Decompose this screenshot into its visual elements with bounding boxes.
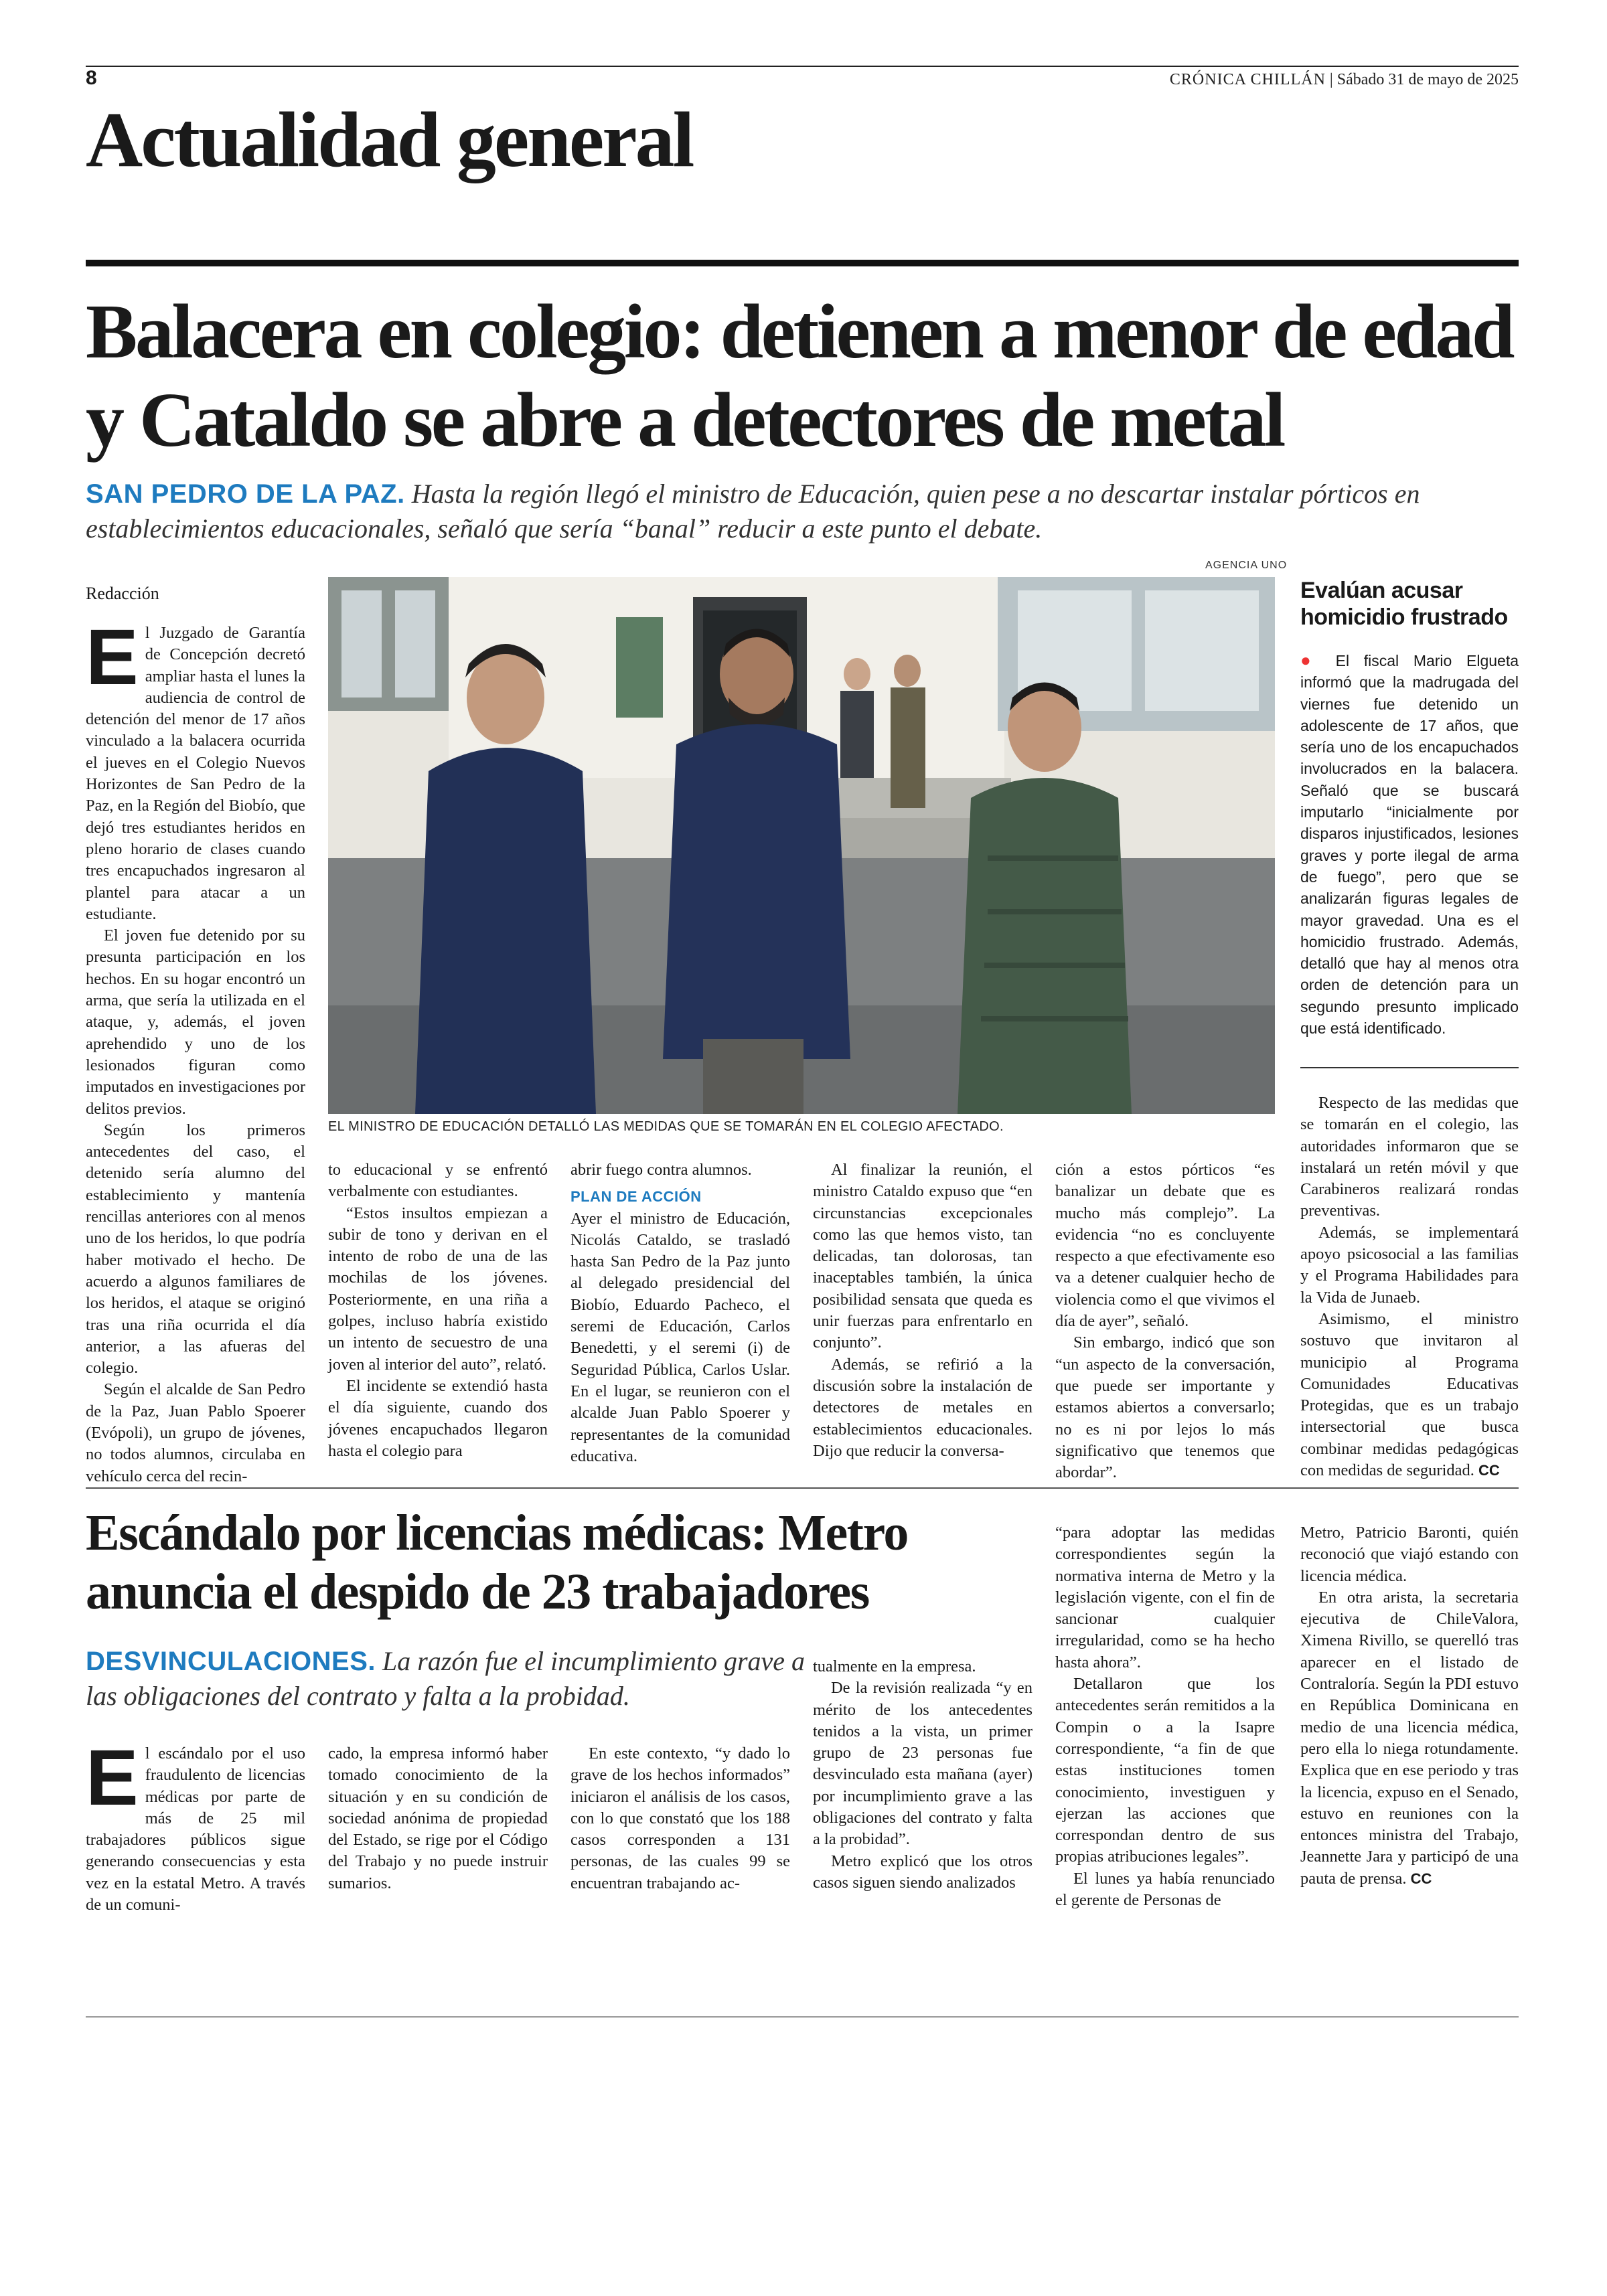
- article1-headline: Balacera en colegio: detienen a menor de edad y Cataldo se abre a detectores de metal: [86, 289, 1513, 463]
- photo-credit: AGENCIA UNO: [1205, 560, 1288, 571]
- article2-paragraph: Detallaron que los antecedentes serán remitidos a la Compin o a la Isapre correspondiente, “a fin de que estas instituciones tomen conocimiento, investiguen y ejerzan las acciones que correspondan dentro de sus propias atribuciones legales”.: [1055, 1675, 1275, 1866]
- end-mark-icon: CC: [1410, 1870, 1432, 1887]
- dropcap: E: [86, 613, 139, 702]
- article2-paragraph: En este contexto, “y dado lo grave de los hechos informados” iniciaron el análisis de los casos, con lo que constató que los 188 casos corresponden a 131 personas, de las cuales 99 se encuentran trabajando ac-: [570, 1744, 790, 1892]
- article2-paragraph: “para adoptar las medidas correspondientes según la normativa interna de Metro y la legislación vigente, con el fin de sancionar cualquier irregularidad, como se ha hecho hasta ahora”.: [1055, 1524, 1275, 1671]
- sidebar-title: Evalúan acusar homicidio frustrado: [1300, 578, 1508, 630]
- article-divider: [86, 1487, 1519, 1489]
- article1-paragraph: Sin embargo, indicó que son “un aspecto de la conversación, que puede ser importante y estamos abiertos a conversarlo; no es ni por lejos lo más significativo que tenemos que abordar”.: [1055, 1333, 1275, 1482]
- section-rule: [86, 260, 1519, 266]
- article1-column-1: [86, 613, 305, 1487]
- article1-paragraph: to educacional y se enfrentó verbalmente con estudiantes.: [328, 1161, 548, 1201]
- page-number: 8: [86, 67, 97, 89]
- sidebar-text: El fiscal Mario Elgueta informó que la madrugada del viernes fue detenido un adolescente de 17 años, que sería uno de los encapuchados involucrados en la balacera. Señaló que se buscará imputarlo “inicialmente por disparos injustificados, lesiones graves y porte ilegal de arma de fuego”, pero que se analizarán figuras legales de mayor gravedad. Una es el homicidio frustrado. Además, detalló que hay al menos otra orden de detención para un segundo presunto implicado que está identificado.: [1300, 652, 1519, 1038]
- publication-date: Sábado 31 de mayo de 2025: [1336, 71, 1519, 88]
- article1-column-2: [328, 1159, 548, 1462]
- article1-paragraph: Respecto de las medidas que se tomarán en el colegio, las autoridades informaron que se instalará un retén móvil y que Carabineros realizará rondas preventivas.: [1300, 1094, 1519, 1220]
- article1-paragraph: l Juzgado de Garantía de Concepción decretó ampliar hasta el lunes la audiencia de control de detención del menor de 17 años vinculado a la balacera ocurrida el jueves en el Colegio Nuevos Horizontes de San Pedro de la Paz, en la Región del Biobío, que dejó tres estudiantes heridos en pleno horario de clases cuando tres encapuchados ingresaron al plantel para atacar a un estudiante.: [86, 624, 305, 923]
- article2-paragraph: l escándalo por el uso fraudulento de licencias médicas por parte de más de 25 mil trabajadores públicos sigue generando consecuencias y esta vez en la estatal Metro. A través de un comuni-: [86, 1744, 305, 1914]
- article1-paragraph: Según el alcalde de San Pedro de la Paz, Juan Pablo Spoerer (Evópoli), un grupo de jóvenes, no todos alumnos, circulaba en vehículo cerca del recin-: [86, 1380, 305, 1485]
- article1-photo: [328, 577, 1275, 1114]
- masthead-separator: |: [1329, 71, 1333, 88]
- article2-kicker: DESVINCULACIONES.: [86, 1647, 376, 1676]
- article2-paragraph: Metro explicó que los otros casos siguen siendo analizados: [813, 1852, 1032, 1892]
- article2-lead: [86, 1644, 809, 1714]
- publication-name: CRÓNICA CHILLÁN: [1169, 71, 1326, 88]
- article1-lead-text: Hasta la región llegó el ministro de Educación, quien pese a no descartar instalar pórticos en establecimientos educacionales, señaló que sería “banal” reducir a este punto el debate.: [86, 479, 1420, 544]
- article2-paragraph: tualmente en la empresa.: [813, 1657, 976, 1675]
- article2-paragraph: En otra arista, la secretaria ejecutiva de ChileValora, Ximena Rivillo, se querelló tras aparecer en el listado de Contraloría. Según la PDI estuvo en República Dominicana en medio de una licencia médica, pero ella lo niega rotundamente. Explica que en ese periodo y tras la licencia, expuso en el Senado, estuvo en reuniones con la entonces ministra del Trabajo, Jeannette Jara y participó de una pauta de prensa.: [1300, 1588, 1519, 1888]
- article2-lead-text: La razón fue el incumplimiento grave a las obligaciones del contrato y falta a la probidad.: [86, 1646, 806, 1711]
- masthead: [1170, 71, 1519, 89]
- byline: Redacción: [86, 584, 159, 603]
- end-mark-icon: CC: [1478, 1462, 1500, 1479]
- school-visit-photo: [328, 577, 1275, 1114]
- article1-paragraph: Además, se refirió a la discusión sobre la instalación de detectores de metales en establecimientos educacionales. Dijo que reducir la conversa-: [813, 1355, 1032, 1460]
- article2-column-2: [328, 1743, 548, 1894]
- dropcap: E: [86, 1734, 139, 1822]
- section-title: Actualidad general: [86, 96, 693, 183]
- article1-paragraph: Ayer el ministro de Educación, Nicolás Cataldo, se trasladó hasta San Pedro de la Paz junto al delegado presidencial del Biobío, Eduardo Pacheco, el seremi de Educación, Carlos Benedetti, y el seremi (i) de Seguridad Pública, Carlos Uslar. En el lugar, se reunieron con el alcalde Juan Pablo Spoerer y representantes de la comunidad educativa.: [570, 1209, 790, 1465]
- article2-column-5: [1055, 1522, 1275, 1911]
- article1-paragraph: “Estos insultos empiezan a subir de tono y derivan en el intento de robo de una de las mochilas de los jóvenes. Posteriormente, en una riña a golpes, incluso habría existido un intento de secuestro de una joven al interior del auto”, relató.: [328, 1204, 548, 1374]
- article1-paragraph: El joven fue detenido por su presunta participación en los hechos. En su hogar encontró un arma, que sería la utilizada en el ataque, y, además, el joven aprehendido y uno de los lesionados figuran como imputados en investigaciones por delitos previos.: [86, 926, 305, 1118]
- article1-paragraph: Además, se implementará apoyo psicosocial a las familias y el Programa Habilidades para la Vida de Junaeb.: [1300, 1223, 1519, 1307]
- article1-paragraph: El incidente se extendió hasta el día siguiente, cuando dos jóvenes encapuchados llegaron hasta el colegio para: [328, 1376, 548, 1460]
- article1-column-4: [813, 1159, 1032, 1462]
- top-rule: [86, 66, 1519, 67]
- article1-column-3: [570, 1159, 790, 1467]
- sidebar-body: [1300, 649, 1519, 1039]
- article1-paragraph: abrir fuego contra alumnos.: [570, 1161, 752, 1179]
- article1-column-5: [1055, 1159, 1275, 1483]
- article1-column-6: [1300, 1092, 1519, 1481]
- article1-lead: [86, 477, 1519, 546]
- article1-paragraph: ción a estos pórticos “es banalizar un debate que es mucho más complejo”. La evidencia “no es concluyente respecto a que efectivamente eso va a detener cualquier hecho de violencia como el que vivimos el día de ayer”, señaló.: [1055, 1161, 1275, 1331]
- article2-paragraph: Metro, Patricio Baronti, quién reconoció que viajó estando con licencia médica.: [1300, 1524, 1519, 1585]
- subhead-plan-de-accion: PLAN DE ACCIÓN: [570, 1188, 702, 1206]
- bottom-rule: [86, 2016, 1519, 2018]
- article2-headline: Escándalo por licencias médicas: Metro anuncia el despido de 23 trabajadores: [86, 1505, 908, 1620]
- photo-caption: EL MINISTRO DE EDUCACIÓN DETALLÓ LAS MEDIDAS QUE SE TOMARÁN EN EL COLEGIO AFECTADO.: [328, 1119, 1004, 1134]
- article2-column-4: [813, 1656, 1032, 1894]
- article1-paragraph: Al finalizar la reunión, el ministro Cataldo expuso que “en circunstancias excepcionales como las que hemos visto, tan delicadas, tan dolorosas, tan inaceptables también, la única posibilidad sensata que queda es unir fuerzas para enfrentarlo en conjunto”.: [813, 1161, 1032, 1352]
- article2-column-3: [570, 1743, 790, 1894]
- sidebar-rule: [1300, 1067, 1519, 1068]
- article2-column-1: [86, 1734, 305, 1916]
- bullet-icon: ●: [1300, 650, 1321, 670]
- article1-paragraph: Asimismo, el ministro sostuvo que invitaron al municipio al Programa Comunidades Educativas Protegidas, que es un trabajo intersectorial que busca combinar medidas pedagógicas con medidas de seguridad.: [1300, 1309, 1519, 1480]
- article2-paragraph: El lunes ya había renunciado el gerente de Personas de: [1055, 1869, 1275, 1910]
- article1-kicker: SAN PEDRO DE LA PAZ.: [86, 479, 405, 509]
- article2-paragraph: cado, la empresa informó haber tomado conocimiento de la situación y en su condición de sociedad anónima de propiedad del Estado, se rige por el Código del Trabajo y no puede instruir sumarios.: [328, 1744, 548, 1892]
- article2-column-6: [1300, 1522, 1519, 1890]
- article1-paragraph: Según los primeros antecedentes del caso, el detenido sería alumno del establecimiento y mantenía rencillas anteriores con al menos uno de los heridos, lo que podría haber motivado el hecho. De acuerdo a algunos familiares de los heridos, el ataque se originó tras una riña ocurrida el día anterior, a las afueras del colegio.: [86, 1121, 305, 1378]
- article2-paragraph: De la revisión realizada “y en mérito de los antecedentes tenidos a la vista, un primer grupo de 23 personas fue desvinculado esta mañana (ayer) por incumplimiento grave a las obligaciones del contrato y falta a la probidad”.: [813, 1679, 1032, 1849]
